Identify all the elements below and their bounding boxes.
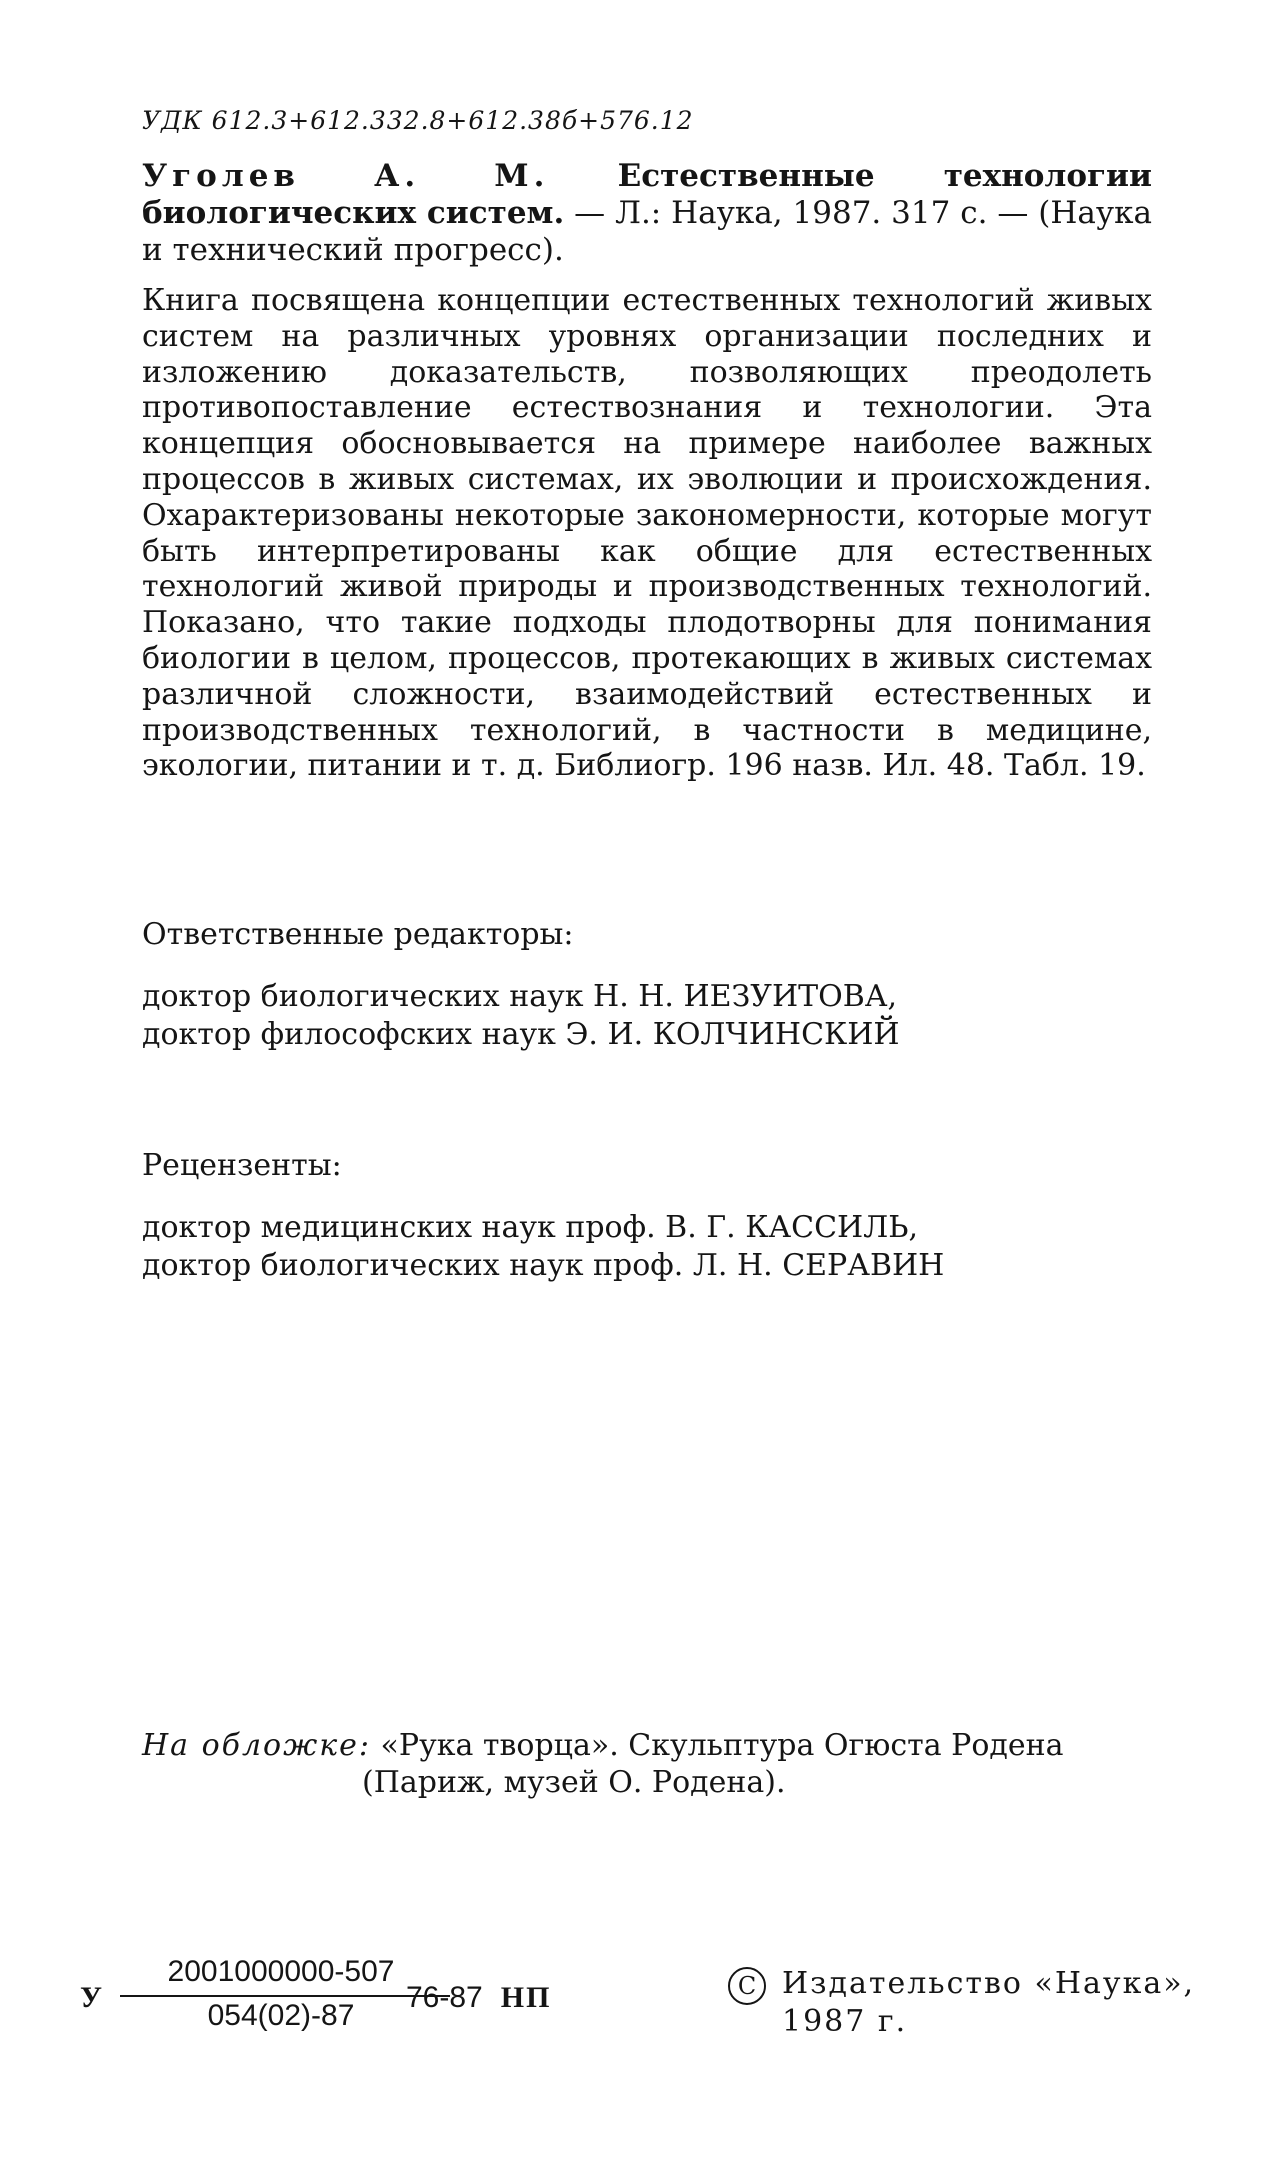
reviewer: доктор биологических наук проф. Л. Н. СЕРАВИН [142, 1248, 945, 1283]
book-title: Естественные технологии биологических систем. [142, 158, 1152, 231]
code-series: НП [500, 1981, 552, 2014]
reviewers-label: Рецензенты: [142, 1148, 342, 1183]
reviewer: доктор медицинских наук проф. В. Г. КАССИЛЬ, [142, 1210, 919, 1245]
cover-note-text: «Рука творца». Скульптура Огюста Родена [380, 1728, 1064, 1763]
cover-note-lead: На обложке: [142, 1728, 371, 1763]
publication-info: — Л.: Наука, 1987. 317 с. — (Наука и технический прогресс). [142, 195, 1152, 268]
copyright-text: Издательство «Наука», 1987 г. [782, 1966, 1196, 2039]
editors-section [142, 916, 1152, 1054]
reviewers-section [142, 1147, 1152, 1285]
publisher-code [80, 1955, 600, 2035]
editor: доктор биологических наук Н. Н. ИЕЗУИТОВА, [142, 979, 898, 1014]
fraction-bar [120, 1995, 450, 1997]
udk-line: УДК 612.3+612.332.8+612.38б+576.12 [142, 106, 694, 135]
editors-label: Ответственные редакторы: [142, 917, 574, 952]
abstract-text: Книга посвящена концепции естественных технологий живых систем на различных уровнях организации последних и изложению доказательств, позволяющих преодолеть противопоставление естествознания и технологии. Эта концепция обосновывается на примере наиболее важных процессов в живых системах, их эволюции и происхождения. Охарактеризованы некоторые закономерности, которые могут быть интерпретированы как общие для естественных технологий живой природы и производственных технологий. Показано, что такие подходы плодотворны для понимания биологии в целом, процессов, протекающих в живых системах различной сложности, взаимодействий естественных и производственных технологий, в частности в медицине, экологии, питании и т. д. Библиогр. 196 назв. Ил. 48. Табл. 19. [142, 283, 1152, 784]
code-suffix-group [406, 1981, 551, 2015]
author: Уголев А. М. [142, 158, 550, 194]
abstract [142, 283, 1152, 784]
editor: доктор философских наук Э. И. КОЛЧИНСКИЙ [142, 1017, 900, 1052]
code-denominator: 054(02)-87 [207, 1999, 355, 2032]
cover-note-continuation: (Париж, музей О. Родена). [362, 1765, 786, 1800]
copyright-icon: C [728, 1967, 766, 2005]
copyright [728, 1965, 1198, 2041]
code-suffix: 76-87 [406, 1981, 483, 2014]
cover-note [142, 1727, 1162, 1801]
code-prefix: У [80, 1981, 103, 2014]
code-numerator: 2001000000-507 [167, 1955, 395, 1988]
bibliographic-record [142, 158, 1152, 269]
